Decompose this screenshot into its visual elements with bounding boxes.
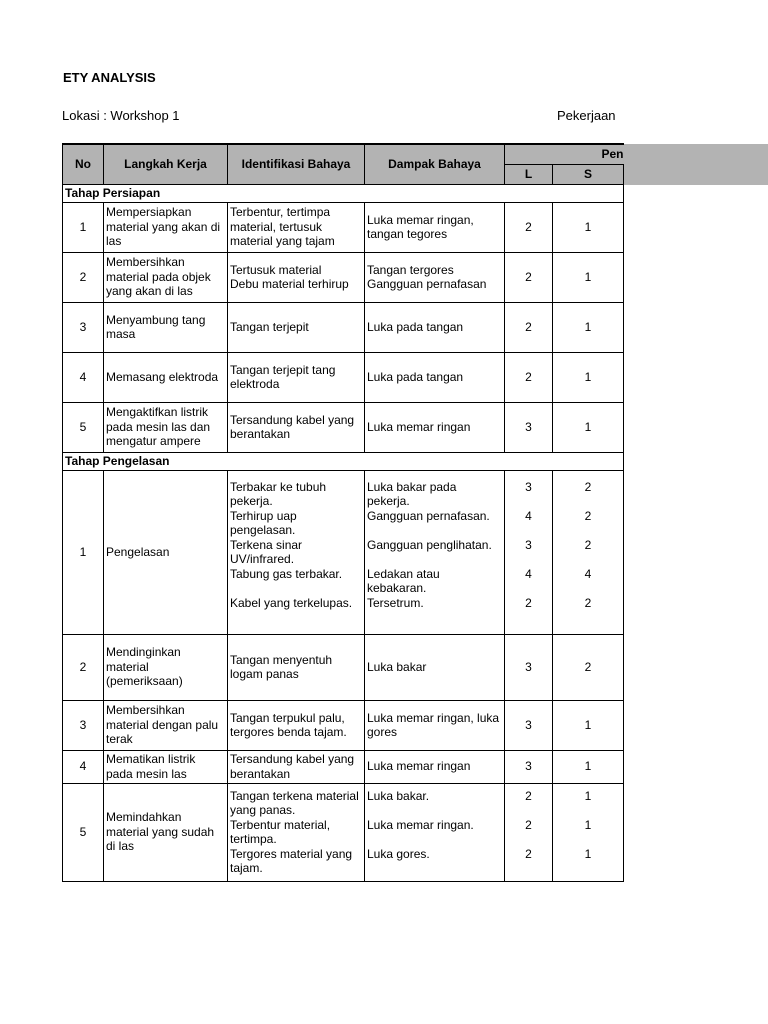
table-row — [63, 202, 624, 252]
hazard-item: Terkena sinar UV/infrared. — [230, 537, 303, 566]
hazard-cell — [228, 700, 365, 750]
hazard-cell — [228, 783, 365, 881]
row-number: 1 — [63, 470, 104, 634]
severity-value: 1 — [584, 788, 592, 803]
impact-cell — [365, 700, 505, 750]
impact-cell — [365, 252, 505, 302]
table-row — [63, 252, 624, 302]
hazard-item: Terbentur, tertimpa material, tertusuk material yang tajam — [230, 205, 335, 249]
hazard-cell — [228, 202, 365, 252]
table-row — [63, 402, 624, 452]
document-title: ETY ANALYSIS — [63, 70, 156, 85]
likelihood-value: 3 — [525, 717, 532, 732]
severity-value: 4 — [584, 566, 592, 581]
impact-item: Luka memar ringan — [367, 419, 471, 434]
table-row — [63, 302, 624, 352]
col-header-langkah: Langkah Kerja — [104, 144, 228, 184]
section-row — [63, 184, 624, 202]
likelihood-cell — [505, 700, 553, 750]
likelihood-cell — [505, 252, 553, 302]
likelihood-cell — [505, 402, 553, 452]
table-row — [63, 352, 624, 402]
likelihood-value: 2 — [525, 846, 532, 861]
table-row — [63, 750, 624, 783]
impact-item: Tangan tergores — [367, 262, 454, 277]
severity-cell — [553, 202, 624, 252]
table-body — [63, 184, 624, 881]
work-step: Mengaktifkan listrik pada mesin las dan mengatur ampere — [104, 402, 228, 452]
section-title: Tahap Pengelasan — [63, 452, 624, 470]
likelihood-value: 2 — [525, 319, 532, 334]
severity-cell — [553, 783, 624, 881]
likelihood-cell — [505, 470, 553, 634]
impact-item: Luka memar ringan — [367, 759, 471, 774]
likelihood-value: 3 — [525, 659, 532, 674]
work-step: Membersihkan material pada objek yang akan di las — [104, 252, 228, 302]
likelihood-cell — [505, 352, 553, 402]
impact-item: Luka bakar. — [367, 788, 430, 803]
work-step: Mendinginkan material (pemeriksaan) — [104, 634, 228, 700]
hazard-item: Tergores material yang tajam. — [230, 846, 353, 875]
work-step: Menyambung tang masa — [104, 302, 228, 352]
hazard-item: Terbentur material, tertimpa. — [230, 817, 331, 846]
severity-cell — [553, 470, 624, 634]
severity-value: 1 — [584, 419, 592, 434]
hazard-cell — [228, 402, 365, 452]
hazard-cell — [228, 750, 365, 783]
likelihood-value: 3 — [525, 479, 532, 494]
row-number: 2 — [63, 634, 104, 700]
likelihood-value: 2 — [525, 369, 532, 384]
row-number: 2 — [63, 252, 104, 302]
work-step: Membersihkan material dengan palu terak — [104, 700, 228, 750]
impact-item: Luka memar ringan, luka gores — [367, 710, 500, 739]
impact-cell — [365, 783, 505, 881]
severity-value: 2 — [584, 595, 592, 610]
col-header-l: L — [505, 164, 553, 184]
hazard-item: Tabung gas terbakar. — [230, 566, 343, 581]
severity-value: 1 — [584, 817, 592, 832]
hazard-item: Tangan terjepit — [230, 319, 309, 334]
col-header-s: S — [553, 164, 624, 184]
hazard-analysis-table — [62, 143, 624, 882]
severity-value: 2 — [584, 508, 592, 523]
table-row — [63, 783, 624, 881]
hazard-item: Tangan terpukul palu, tergores benda tajam. — [230, 710, 347, 739]
col-header-identifikasi: Identifikasi Bahaya — [228, 144, 365, 184]
impact-cell — [365, 402, 505, 452]
row-number: 4 — [63, 750, 104, 783]
impact-item: Ledakan atau kebakaran. — [367, 566, 440, 595]
hazard-item: Terbakar ke tubuh pekerja. — [230, 479, 327, 508]
likelihood-value: 2 — [525, 817, 532, 832]
severity-value: 1 — [584, 219, 592, 234]
severity-cell — [553, 302, 624, 352]
severity-cell — [553, 750, 624, 783]
hazard-item: Tertusuk material — [230, 262, 322, 277]
severity-value: 2 — [584, 537, 592, 552]
row-number: 5 — [63, 402, 104, 452]
col-header-dampak: Dampak Bahaya — [365, 144, 505, 184]
impact-item: Gangguan penglihatan. — [367, 537, 492, 552]
likelihood-value: 2 — [525, 595, 532, 610]
severity-cell — [553, 252, 624, 302]
impact-cell — [365, 750, 505, 783]
table-row — [63, 634, 624, 700]
impact-cell — [365, 470, 505, 634]
likelihood-cell — [505, 202, 553, 252]
impact-item: Tersetrum. — [367, 595, 424, 610]
impact-item: Luka bakar — [367, 659, 427, 674]
severity-value: 1 — [584, 846, 592, 861]
severity-value: 1 — [584, 269, 592, 284]
likelihood-cell — [505, 783, 553, 881]
impact-item: Luka memar ringan, tangan tegores — [367, 212, 474, 241]
likelihood-value: 4 — [525, 566, 532, 581]
row-number: 3 — [63, 302, 104, 352]
job-label: Pekerjaan — [557, 108, 616, 123]
location-label: Lokasi : Workshop 1 — [62, 108, 180, 123]
severity-value: 1 — [584, 759, 592, 774]
likelihood-value: 3 — [525, 537, 532, 552]
likelihood-value: 2 — [525, 269, 532, 284]
hazard-cell — [228, 470, 365, 634]
severity-cell — [553, 352, 624, 402]
likelihood-cell — [505, 634, 553, 700]
header-shade-overflow — [623, 144, 768, 185]
hazard-item: Kabel yang terkelupas. — [230, 595, 353, 610]
severity-value: 2 — [584, 659, 592, 674]
col-header-penilaian: Pen — [505, 144, 624, 164]
hazard-cell — [228, 634, 365, 700]
work-step: Mematikan listrik pada mesin las — [104, 750, 228, 783]
impact-cell — [365, 634, 505, 700]
work-step: Mempersiapkan material yang akan di las — [104, 202, 228, 252]
hazard-cell — [228, 302, 365, 352]
hazard-item: Tersandung kabel yang berantakan — [230, 752, 355, 781]
hazard-cell — [228, 252, 365, 302]
impact-item: Luka pada tangan — [367, 319, 464, 334]
impact-item: Gangguan pernafasan. — [367, 508, 490, 523]
work-step: Memasang elektroda — [104, 352, 228, 402]
likelihood-value: 4 — [525, 508, 532, 523]
impact-item: Luka memar ringan. — [367, 817, 474, 832]
table-row — [63, 700, 624, 750]
severity-cell — [553, 634, 624, 700]
work-step: Memindahkan material yang sudah di las — [104, 783, 228, 881]
impact-cell — [365, 302, 505, 352]
likelihood-value: 3 — [525, 419, 532, 434]
row-number: 4 — [63, 352, 104, 402]
hazard-item: Terhirup uap pengelasan. — [230, 508, 297, 537]
section-row — [63, 452, 624, 470]
likelihood-cell — [505, 750, 553, 783]
likelihood-value: 3 — [525, 759, 532, 774]
impact-item: Luka pada tangan — [367, 369, 464, 384]
work-step: Pengelasan — [104, 470, 228, 634]
severity-cell — [553, 402, 624, 452]
severity-value: 1 — [584, 369, 592, 384]
hazard-cell — [228, 352, 365, 402]
table-row — [63, 470, 624, 634]
likelihood-value: 2 — [525, 219, 532, 234]
severity-cell — [553, 700, 624, 750]
severity-value: 1 — [584, 717, 592, 732]
impact-cell — [365, 202, 505, 252]
impact-cell — [365, 352, 505, 402]
hazard-item: Tangan menyentuh logam panas — [230, 652, 333, 681]
row-number: 1 — [63, 202, 104, 252]
col-header-no: No — [63, 144, 104, 184]
impact-item: Luka gores. — [367, 846, 430, 861]
severity-value: 2 — [584, 479, 592, 494]
impact-item: Gangguan pernafasan — [367, 277, 487, 291]
section-title: Tahap Persiapan — [63, 184, 624, 202]
row-number: 5 — [63, 783, 104, 881]
severity-value: 1 — [584, 319, 592, 334]
hazard-item: Debu material terhirup — [230, 277, 349, 291]
hazard-item: Tangan terkena material yang panas. — [230, 788, 359, 817]
impact-item: Luka bakar pada pekerja. — [367, 479, 457, 508]
row-number: 3 — [63, 700, 104, 750]
likelihood-value: 2 — [525, 788, 532, 803]
hazard-item: Tangan terjepit tang elektroda — [230, 362, 336, 391]
hazard-item: Tersandung kabel yang berantakan — [230, 412, 355, 441]
likelihood-cell — [505, 302, 553, 352]
